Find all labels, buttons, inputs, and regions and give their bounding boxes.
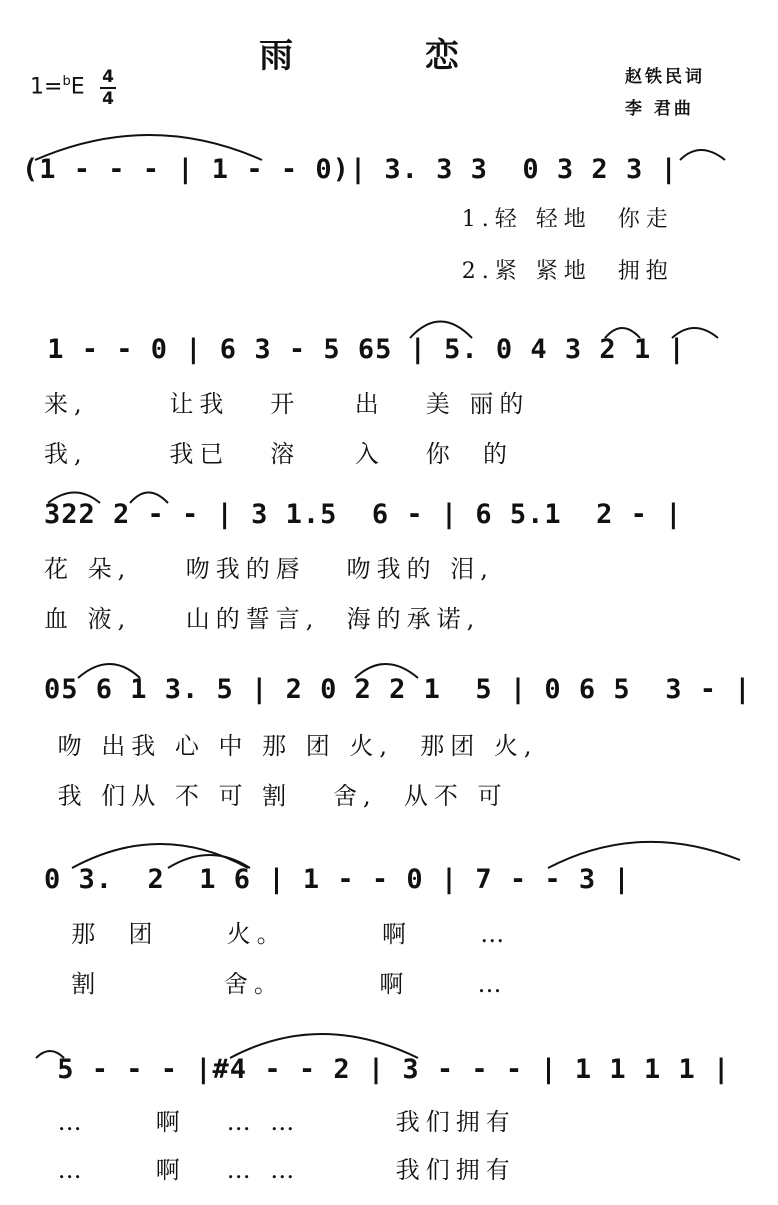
lyric-row-4-verse-1: 吻 出我 心 中 那 团 火, 那团 火, xyxy=(44,732,538,760)
slur-intro xyxy=(35,135,262,160)
lyric-row-5-verse-1: 那 团 火。 啊 … xyxy=(44,920,511,948)
notes-row-5: 0 3. 2 1 6 | 1 - - 0 | 7 - - 3 | xyxy=(44,864,631,895)
notes-row-2: 1 - - 0 | 6 3 - 5 65 | 5. 0 4 3 2 1 | xyxy=(30,334,686,365)
slur-row5-b xyxy=(168,855,250,868)
lyric-row-2-verse-1: 来, 让我 开 出 美 丽的 xyxy=(44,390,530,418)
lyric-row-1-verse-2: 2.紧 紧地 拥抱 xyxy=(20,259,674,284)
notes-row-1: (1 - - - | 1 - - 0)| 3. 3 3 0 3 2 3 | xyxy=(22,154,678,185)
lyric-row-5-verse-2: 割 舍。 啊 … xyxy=(44,970,508,998)
slur-row3-a xyxy=(48,493,100,504)
slur-row2-a xyxy=(410,322,472,339)
lyric-row-6-verse-2: … 啊 … … 我们拥有 xyxy=(44,1156,516,1184)
lyric-row-6-verse-1: … 啊 … … 我们拥有 xyxy=(44,1108,516,1136)
slur-row2-c xyxy=(672,328,718,338)
slur-row4-b xyxy=(355,664,418,678)
notes-row-4: 05 6 1 3. 5 | 2 0 2 2 1 5 | 0 6 5 3 - | xyxy=(44,674,752,705)
key-signature: 1=$^b$E xyxy=(30,74,85,100)
lyric-row-3-verse-1: 花 朵, 吻我的唇 吻我的 泪, xyxy=(44,555,494,583)
slur-row3-b xyxy=(130,493,168,504)
lyricist-credit: 赵铁民词 xyxy=(625,67,705,87)
slur-row5-c xyxy=(548,842,740,868)
slur-row2-b xyxy=(605,328,640,338)
slur-row1-end xyxy=(680,150,725,160)
time-signature: 4 4 xyxy=(100,68,116,108)
lyric-row-3-verse-2: 血 液, 山的誓言, 海的承诺, xyxy=(44,605,481,633)
lyric-row-4-verse-2: 我 们从 不 可 割 舍, 从不 可 xyxy=(44,782,508,810)
composer-credit: 李 君曲 xyxy=(625,99,694,119)
notes-row-3: 322 2 - - | 3 1.5 6 - | 6 5.1 2 - | xyxy=(44,499,683,530)
notes-row-6: 5 - - - |#4 - - 2 | 3 - - - | 1 1 1 1 | xyxy=(40,1054,731,1085)
song-title: 雨 恋 xyxy=(259,36,519,76)
slur-row4-a xyxy=(78,664,140,678)
lyric-row-2-verse-2: 我, 我已 溶 入 你 的 xyxy=(44,440,513,468)
lyric-row-1-verse-1: 1.轻 轻地 你走 xyxy=(20,207,674,232)
slur-row6-a xyxy=(36,1051,64,1058)
slur-row6-b xyxy=(230,1034,418,1058)
